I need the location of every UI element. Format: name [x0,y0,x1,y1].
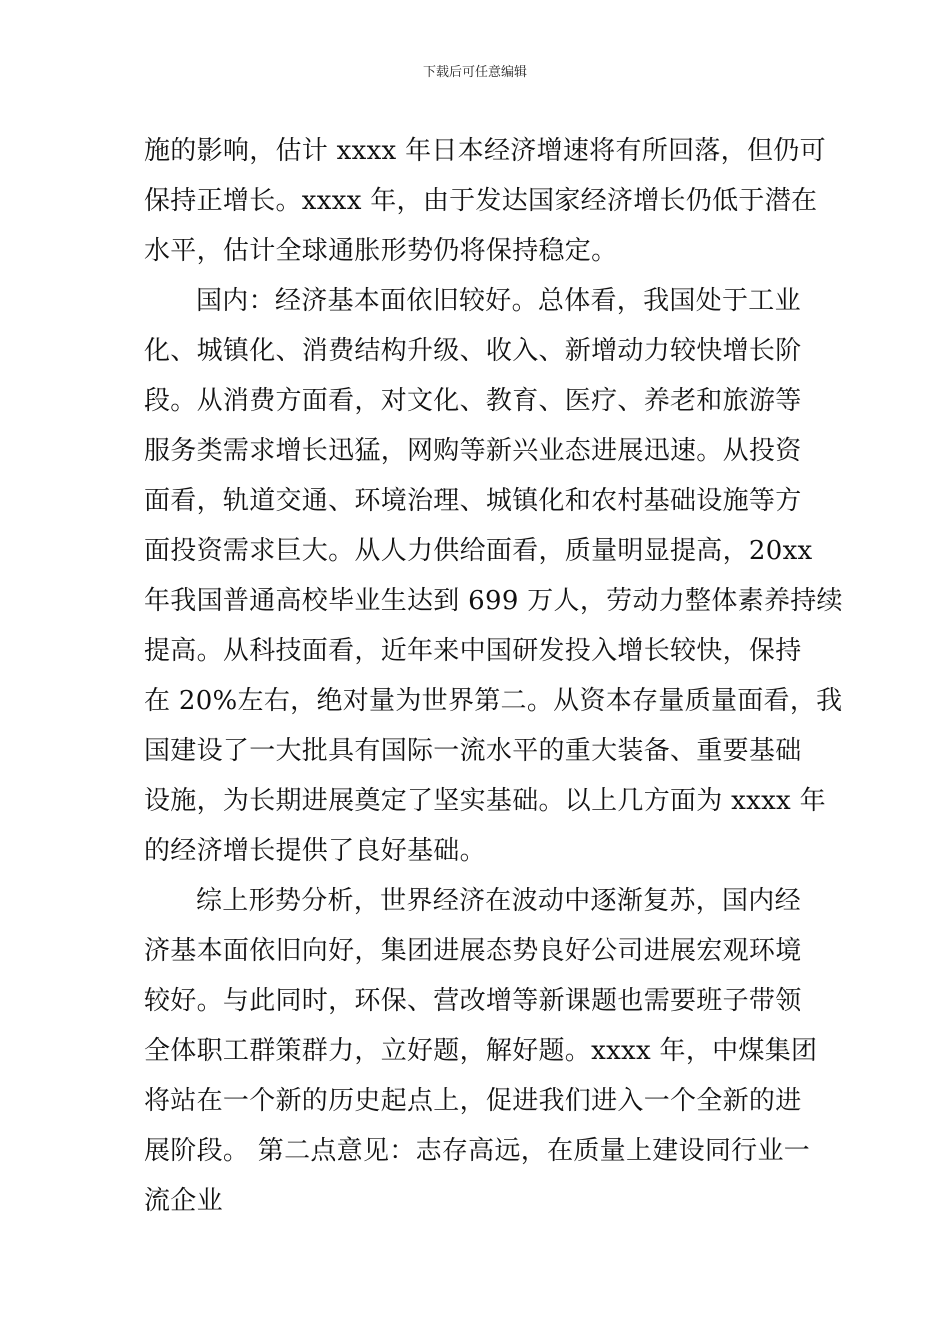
text-line: 段。从消费方面看，对文化、教育、医疗、养老和旅游等 [144,386,802,416]
text-line: 流企业 [144,1186,223,1216]
text-line: 较好。与此同时，环保、营改增等新课题也需要班子带领 [144,986,802,1016]
text-line: 全体职工群策群力，立好题，解好题。xxxx 年，中煤集团 [144,1036,818,1066]
text-line: 面投资需求巨大。从人力供给面看，质量明显提高，20xx [144,536,813,566]
text-line: 济基本面依旧向好，集团进展态势良好公司进展宏观环境 [144,936,802,966]
text-line: 提高。从科技面看，近年来中国研发投入增长较快，保持 [144,636,802,666]
text-line: 国建设了一大批具有国际一流水平的重大装备、重要基础 [144,736,802,766]
paragraph-start-line: 综上形势分析，世界经济在波动中逐渐复苏，国内经 [196,886,801,916]
text-line: 面看，轨道交通、环境治理、城镇化和农村基础设施等方 [144,486,802,516]
text-line: 化、城镇化、消费结构升级、收入、新增动力较快增长阶 [144,336,802,366]
text-line: 服务类需求增长迅猛，网购等新兴业态进展迅速。从投资 [144,436,802,466]
text-line: 水平，估计全球通胀形势仍将保持稳定。 [144,236,618,266]
document-body [144,126,843,1226]
text-line: 施的影响，估计 xxxx 年日本经济增速将有所回落，但仍可 [144,136,826,166]
text-line: 在 20%左右，绝对量为世界第二。从资本存量质量面看，我 [144,686,843,716]
page-header: 下载后可任意编辑 [422,65,527,80]
text-line: 展阶段。 第二点意见：志存高远，在质量上建设同行业一 [144,1136,811,1166]
text-line: 设施，为长期进展奠定了坚实基础。以上几方面为 xxxx 年 [144,786,826,816]
text-line: 保持正增长。xxxx 年，由于发达国家经济增长仍低于潜在 [144,186,818,216]
paragraph-start-line: 国内：经济基本面依旧较好。总体看，我国处于工业 [196,286,801,316]
text-line: 年我国普通高校毕业生达到 699 万人，劳动力整体素养持续 [144,586,843,616]
text-line: 的经济增长提供了良好基础。 [144,836,486,866]
text-line: 将站在一个新的历史起点上，促进我们进入一个全新的进 [144,1086,802,1116]
